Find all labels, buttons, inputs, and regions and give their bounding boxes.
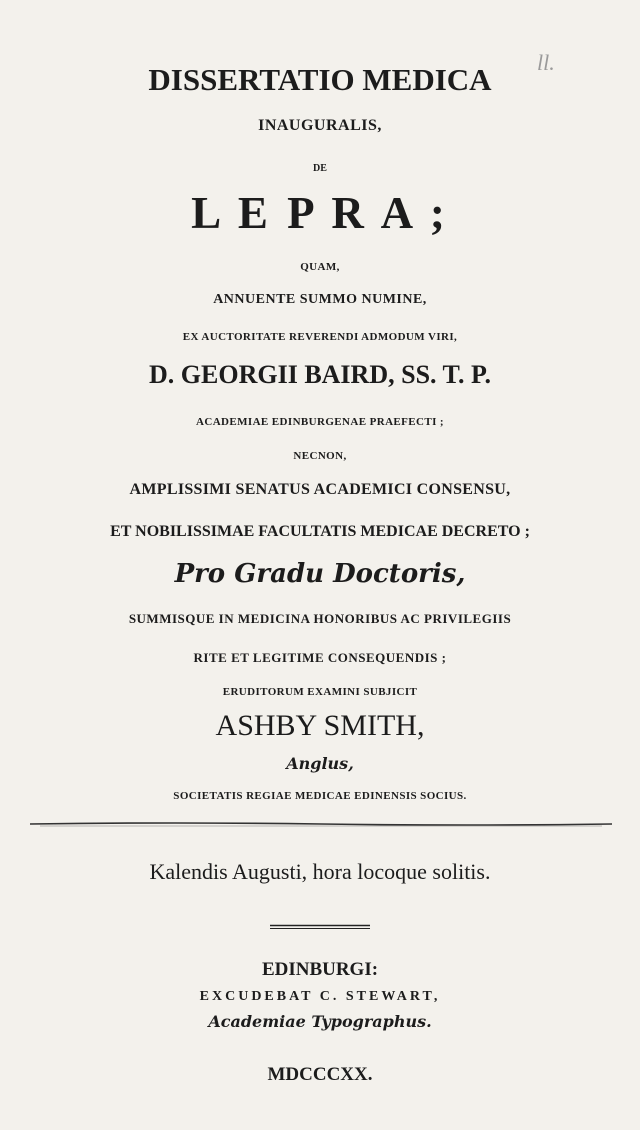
quam-line: QUAM,: [300, 261, 340, 273]
summisque-line: SUMMISQUE IN MEDICINA HONORIBUS AC PRIVILEGIIS: [128, 611, 512, 626]
praefectus-name: D. GEORGII BAIRD, SS. T. P.: [149, 360, 491, 389]
author-name: ASHBY SMITH,: [215, 709, 425, 742]
title-line-1: DISSERTATIO MEDICA: [148, 62, 492, 97]
title-line-3: DE: [313, 163, 327, 174]
gradu-line: Pro Gradu Doctoris,: [174, 559, 466, 589]
nobilissimae-line: ET NOBILISSIMAE FACULTATIS MEDICAE DECRETO ;: [110, 523, 530, 540]
academiae-line: ACADEMIAE EDINBURGENAE PRAEFECTI ;: [196, 416, 444, 428]
imprint-year: MDCCCXX.: [267, 1064, 373, 1085]
rite-line: RITE ET LEGITIME CONSEQUENDIS ;: [193, 650, 447, 665]
double-rule: [270, 924, 370, 930]
auctoritate-line: EX AUCTORITATE REVERENDI ADMODUM VIRI,: [182, 331, 458, 343]
imprint-role: Academiae Typographus.: [208, 1012, 432, 1031]
date-line: Kalendis Augusti, hora locoque solitis.: [149, 859, 491, 884]
imprint-printer: EXCUDEBAT C. STEWART,: [199, 989, 441, 1004]
amplissimi-line: AMPLISSIMI SENATUS ACADEMICI CONSENSU,: [129, 481, 511, 498]
anglus-line: Anglus,: [286, 754, 354, 773]
annuente-line: ANNUENTE SUMMO NUMINE,: [213, 292, 427, 307]
margin-annotation: ll.: [537, 50, 555, 75]
eruditorum-line: ERUDITORUM EXAMINI SUBJICIT: [222, 686, 418, 698]
necnon-line: NECNON,: [293, 450, 347, 462]
societatis-line: SOCIETATIS REGIAE MEDICAE EDINENSIS SOCIUS.: [173, 790, 467, 802]
decorative-rule: [30, 821, 612, 827]
subject-heading: L E P R A ;: [191, 188, 449, 238]
imprint-city: EDINBURGI:: [261, 959, 379, 980]
title-line-2: INAUGURALIS,: [258, 117, 382, 134]
